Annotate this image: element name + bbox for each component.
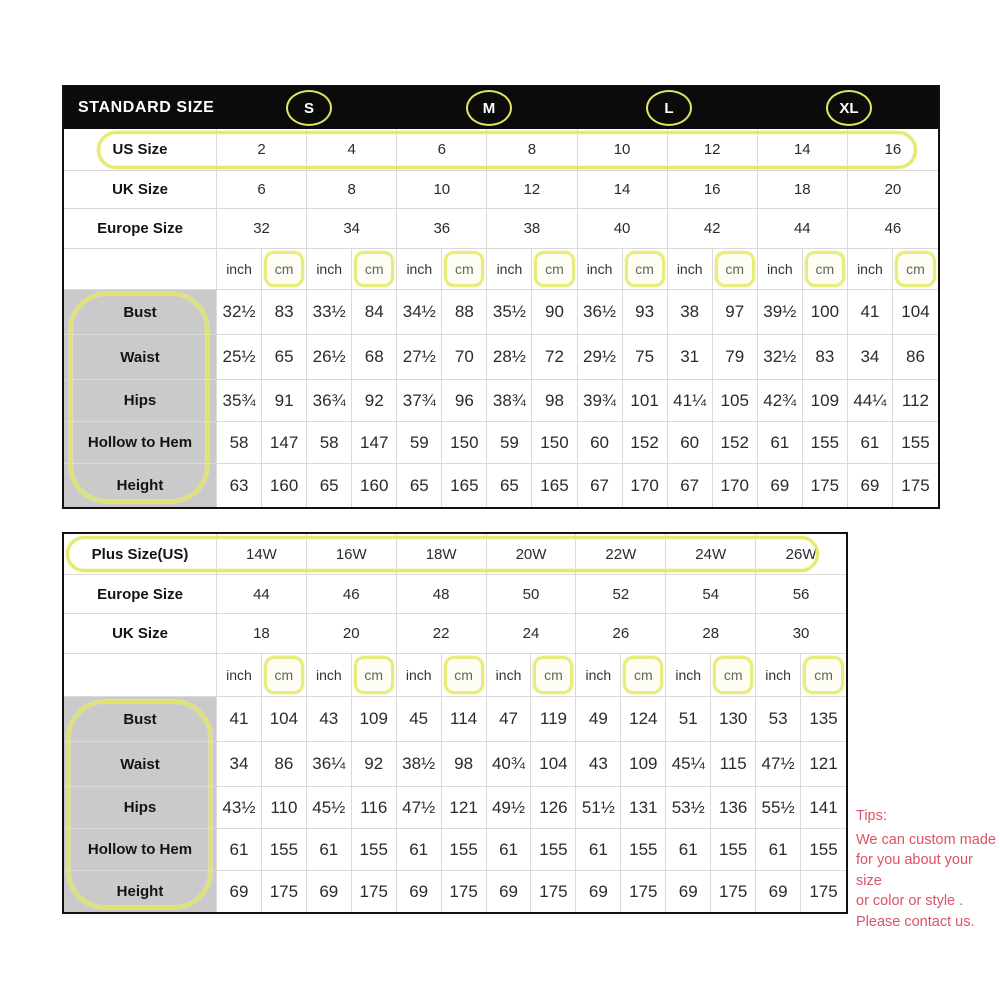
measure-value: 69: [848, 464, 893, 507]
measure-value: 83: [803, 335, 848, 380]
size-value: 18: [217, 614, 307, 654]
measure-value: 47½: [397, 787, 442, 829]
measure-value: 88: [442, 290, 487, 335]
measure-value: 175: [803, 464, 848, 507]
tips-line: We can custom made: [856, 831, 996, 848]
measure-value: 100: [803, 290, 848, 335]
standard-size-title: STANDARD SIZE: [78, 99, 215, 116]
measure-value: 61: [397, 829, 442, 871]
size-value: 22W: [576, 534, 666, 575]
cm-highlight: [715, 251, 755, 287]
measure-value: 60: [578, 422, 623, 464]
cm-highlight: [533, 656, 573, 694]
cm-highlight: [713, 656, 753, 694]
measure-value: 93: [623, 290, 668, 335]
size-value: 46: [307, 575, 397, 614]
size-value: 22: [397, 614, 487, 654]
measure-value: 60: [668, 422, 713, 464]
plus-size-table: [62, 532, 848, 914]
measure-value: 27½: [397, 335, 442, 380]
measure-value: 175: [711, 871, 756, 912]
measure-value: 41: [217, 697, 262, 742]
cm-highlight: [805, 251, 845, 287]
row-label: UK Size: [64, 171, 217, 209]
cm-highlight: [264, 251, 304, 287]
unit-cm: cm: [713, 249, 758, 290]
cm-highlight: [444, 251, 484, 287]
measure-value: 170: [713, 464, 758, 507]
measure-value: 68: [352, 335, 397, 380]
measure-value: 155: [803, 422, 848, 464]
measure-value: 114: [442, 697, 487, 742]
measure-value: 45½: [307, 787, 352, 829]
measure-value: 175: [262, 871, 307, 912]
unit-inch: inch: [307, 249, 352, 290]
measure-value: 45: [397, 697, 442, 742]
measure-value: 51: [666, 697, 711, 742]
unit-inch: inch: [217, 249, 262, 290]
measure-value: 69: [487, 871, 532, 912]
unit-cm: cm: [801, 654, 846, 697]
measure-value: 61: [217, 829, 262, 871]
size-value: 12: [668, 129, 758, 171]
measure-value: 49½: [487, 787, 532, 829]
cm-highlight: [623, 656, 663, 694]
measure-value: 155: [711, 829, 756, 871]
measure-value: 49: [576, 697, 621, 742]
measure-value: 160: [262, 464, 307, 507]
measure-value: 47½: [756, 742, 801, 787]
measure-value: 152: [623, 422, 668, 464]
measure-value: 121: [442, 787, 487, 829]
row-label: Plus Size(US): [64, 534, 217, 575]
size-value: 48: [397, 575, 487, 614]
measure-value: 32½: [217, 290, 262, 335]
unit-inch: inch: [848, 249, 893, 290]
measure-value: 104: [531, 742, 576, 787]
measure-value: 92: [352, 742, 397, 787]
standard-size-grid: [64, 129, 938, 507]
measure-value: 61: [758, 422, 803, 464]
measure-value: 44¼: [848, 380, 893, 422]
measure-value: 116: [352, 787, 397, 829]
measure-value: 155: [531, 829, 576, 871]
measure-value: 121: [801, 742, 846, 787]
measure-value: 155: [893, 422, 938, 464]
measure-value: 79: [713, 335, 758, 380]
measure-value: 109: [621, 742, 666, 787]
measure-value: 155: [801, 829, 846, 871]
cm-highlight: [264, 656, 304, 694]
row-label: Waist: [64, 335, 217, 380]
unit-inch: inch: [578, 249, 623, 290]
cm-highlight: [444, 656, 484, 694]
measure-value: 175: [901, 475, 930, 495]
row-label: UK Size: [64, 614, 217, 654]
size-value: 18: [758, 171, 848, 209]
size-value: 8: [487, 129, 577, 171]
standard-size-table: [62, 85, 940, 509]
measure-value: 41: [848, 290, 893, 335]
unit-inch: inch: [487, 654, 532, 697]
size-value: 10: [397, 171, 487, 209]
size-value: 20W: [487, 534, 577, 575]
measure-value: 32½: [758, 335, 803, 380]
measure-value: 72: [532, 335, 577, 380]
measure-value: 63: [217, 464, 262, 507]
measure-value: 47: [487, 697, 532, 742]
unit-inch: inch: [397, 654, 442, 697]
size-value: 14: [578, 171, 668, 209]
tips-note: [856, 806, 1000, 932]
measure-value: 40¾: [487, 742, 532, 787]
size-value: 10: [578, 129, 668, 171]
size-value: 20: [848, 171, 938, 209]
measure-value: 31: [668, 335, 713, 380]
unit-inch: inch: [487, 249, 532, 290]
measure-value: 53½: [666, 787, 711, 829]
measure-value: 119: [531, 697, 576, 742]
measure-value: 109: [803, 380, 848, 422]
size-value: 12: [487, 171, 577, 209]
measure-value: 147: [262, 422, 307, 464]
size-value: 50: [487, 575, 577, 614]
measure-value: 83: [262, 290, 307, 335]
size-value: 28: [666, 614, 756, 654]
standard-size-header-bar: [64, 87, 938, 129]
measure-value: 34: [848, 335, 893, 380]
measure-value: 75: [623, 335, 668, 380]
measure-value: 53: [756, 697, 801, 742]
measure-value: 38: [668, 290, 713, 335]
tips-line: Please contact us.: [856, 913, 975, 930]
measure-value: 109: [352, 697, 397, 742]
unit-cm: cm: [442, 249, 487, 290]
size-value: 20: [307, 614, 397, 654]
measure-value: 34: [217, 742, 262, 787]
size-value: 6: [397, 129, 487, 171]
measure-value: 61: [756, 829, 801, 871]
size-value: 16W: [307, 534, 397, 575]
unit-row-label: [64, 249, 217, 290]
size-value: 26W: [756, 534, 846, 575]
size-value: 56: [756, 575, 846, 614]
size-group-circle-s: S: [286, 90, 332, 126]
measure-value: 69: [217, 871, 262, 912]
measure-value: 70: [442, 335, 487, 380]
row-label: Bust: [64, 697, 217, 742]
measure-value: 135: [801, 697, 846, 742]
row-label: Bust: [64, 290, 217, 335]
measure-value: 43: [576, 742, 621, 787]
measure-value: 61: [487, 829, 532, 871]
size-value: 26: [576, 614, 666, 654]
size-value: 4: [307, 129, 397, 171]
size-value: 16: [668, 171, 758, 209]
measure-value: 65: [307, 464, 352, 507]
row-label: Europe Size: [64, 575, 217, 614]
row-label: Hips: [64, 787, 217, 829]
size-value: 24W: [666, 534, 756, 575]
cm-highlight: [895, 251, 936, 287]
measure-value: 67: [668, 464, 713, 507]
unit-cm: cm: [532, 249, 577, 290]
measure-value: 65: [262, 335, 307, 380]
unit-cm: cm: [711, 654, 756, 697]
measure-value: 33½: [307, 290, 352, 335]
measure-value: 86: [262, 742, 307, 787]
measure-value: 96: [442, 380, 487, 422]
measure-value: 69: [307, 871, 352, 912]
measure-value: 29½: [578, 335, 623, 380]
measure-value: 160: [352, 464, 397, 507]
size-value: 44: [217, 575, 307, 614]
size-value: 42: [668, 209, 758, 249]
measure-value: 36¾: [307, 380, 352, 422]
measure-value: 175: [621, 871, 666, 912]
tips-line: or color or style .: [856, 893, 964, 909]
measure-value: 115: [711, 742, 756, 787]
measure-value: 69: [576, 871, 621, 912]
measure-value: 35¾: [217, 380, 262, 422]
size-value: 46: [848, 209, 938, 249]
measure-value: 69: [756, 871, 801, 912]
size-value: 36: [397, 209, 487, 249]
measure-value: 36½: [578, 290, 623, 335]
measure-value: 110: [262, 787, 307, 829]
unit-row-label: [64, 654, 217, 697]
size-value: 24: [487, 614, 577, 654]
measure-value: 141: [801, 787, 846, 829]
measure-value: 97: [713, 290, 758, 335]
measure-value: 150: [442, 422, 487, 464]
measure-value: 86: [893, 335, 938, 380]
size-value: 38: [487, 209, 577, 249]
measure-value: 61: [848, 422, 893, 464]
measure-value: 150: [532, 422, 577, 464]
tips-title: Tips:: [856, 808, 887, 824]
measure-value: 90: [532, 290, 577, 335]
measure-value: 112: [893, 380, 938, 422]
measure-value: 170: [623, 464, 668, 507]
size-group-circle-xl: XL: [826, 90, 872, 126]
size-value: 14: [758, 129, 848, 171]
size-value: 6: [217, 171, 307, 209]
plus-size-grid: [64, 534, 846, 912]
measure-value: 65: [397, 464, 442, 507]
measure-value: 104: [893, 290, 938, 335]
measure-value: 175: [531, 871, 576, 912]
measure-value: 67: [578, 464, 623, 507]
unit-inch: inch: [217, 654, 262, 697]
measure-value: 42¾: [758, 380, 803, 422]
measure-value: 165: [532, 464, 577, 507]
row-label: US Size: [64, 129, 217, 171]
size-value: 32: [217, 209, 307, 249]
measure-value: 59: [487, 422, 532, 464]
size-group-circle-m: M: [466, 90, 512, 126]
size-value: 16: [848, 129, 938, 171]
unit-inch: inch: [666, 654, 711, 697]
unit-inch: inch: [668, 249, 713, 290]
measure-value: 59: [397, 422, 442, 464]
row-label: Height: [64, 871, 217, 912]
measure-value: 55½: [756, 787, 801, 829]
measure-value: 104: [262, 697, 307, 742]
size-value: 44: [758, 209, 848, 249]
measure-value: 43: [307, 697, 352, 742]
row-label: Waist: [64, 742, 217, 787]
unit-inch: inch: [397, 249, 442, 290]
measure-value: 152: [713, 422, 758, 464]
measure-value: 37¾: [397, 380, 442, 422]
measure-value: 58: [217, 422, 262, 464]
row-label: Height: [64, 464, 217, 507]
unit-cm: cm: [352, 249, 397, 290]
measure-value: 43½: [217, 787, 262, 829]
measure-value: 69: [666, 871, 711, 912]
measure-value: 84: [352, 290, 397, 335]
measure-value: 28½: [487, 335, 532, 380]
measure-value: 91: [262, 380, 307, 422]
row-label: Hips: [64, 380, 217, 422]
measure-value: 175: [352, 871, 397, 912]
cm-highlight: [534, 251, 574, 287]
measure-value: 124: [621, 697, 666, 742]
size-value: 52: [576, 575, 666, 614]
cm-highlight: [354, 251, 394, 287]
unit-inch: inch: [758, 249, 803, 290]
unit-cm: cm: [262, 654, 307, 697]
measure-value: 165: [442, 464, 487, 507]
measure-value: 147: [352, 422, 397, 464]
measure-value: 69: [758, 464, 803, 507]
measure-value: 175: [809, 881, 838, 901]
unit-inch: inch: [307, 654, 352, 697]
size-group-circle-l: L: [646, 90, 692, 126]
row-label: Hollow to Hem: [64, 422, 217, 464]
unit-cm: cm: [803, 249, 848, 290]
measure-value: 36¼: [307, 742, 352, 787]
size-value: 30: [756, 614, 846, 654]
measure-value: 155: [352, 829, 397, 871]
measure-value: 155: [442, 829, 487, 871]
cm-highlight: [803, 656, 844, 694]
measure-value: 39¾: [578, 380, 623, 422]
measure-value: 41¼: [668, 380, 713, 422]
measure-value: 130: [711, 697, 756, 742]
size-value: 8: [307, 171, 397, 209]
measure-value: 61: [307, 829, 352, 871]
cm-highlight: [354, 656, 394, 694]
unit-cm: cm: [893, 249, 938, 290]
row-label: Hollow to Hem: [64, 829, 217, 871]
unit-cm: cm: [442, 654, 487, 697]
unit-cm: cm: [352, 654, 397, 697]
measure-value: 25½: [217, 335, 262, 380]
measure-value: 131: [621, 787, 666, 829]
measure-value: 26½: [307, 335, 352, 380]
unit-cm: cm: [531, 654, 576, 697]
unit-cm: cm: [623, 249, 668, 290]
row-label: Europe Size: [64, 209, 217, 249]
measure-value: 51½: [576, 787, 621, 829]
unit-inch: inch: [756, 654, 801, 697]
measure-value: 38¾: [487, 380, 532, 422]
measure-value: 175: [442, 871, 487, 912]
measure-value: 155: [621, 829, 666, 871]
unit-cm: cm: [262, 249, 307, 290]
size-value: 40: [578, 209, 668, 249]
measure-value: 34½: [397, 290, 442, 335]
measure-value: 38½: [397, 742, 442, 787]
measure-value: 155: [262, 829, 307, 871]
measure-value: 98: [442, 742, 487, 787]
measure-value: 45¼: [666, 742, 711, 787]
measure-value: 58: [307, 422, 352, 464]
measure-value: 126: [531, 787, 576, 829]
measure-value: 61: [666, 829, 711, 871]
measure-value: 61: [576, 829, 621, 871]
measure-value: 98: [532, 380, 577, 422]
measure-value: 105: [713, 380, 758, 422]
unit-cm: cm: [621, 654, 666, 697]
measure-value: 39½: [758, 290, 803, 335]
cm-highlight: [625, 251, 665, 287]
measure-value: 92: [352, 380, 397, 422]
measure-value: 136: [711, 787, 756, 829]
tips-line: for you about your size: [856, 852, 973, 889]
measure-value: 69: [397, 871, 442, 912]
size-value: 34: [307, 209, 397, 249]
size-value: 14W: [217, 534, 307, 575]
size-value: 2: [217, 129, 307, 171]
measure-value: 65: [487, 464, 532, 507]
size-value: 18W: [397, 534, 487, 575]
measure-value: 35½: [487, 290, 532, 335]
size-value: 54: [666, 575, 756, 614]
measure-value: 101: [623, 380, 668, 422]
unit-inch: inch: [576, 654, 621, 697]
